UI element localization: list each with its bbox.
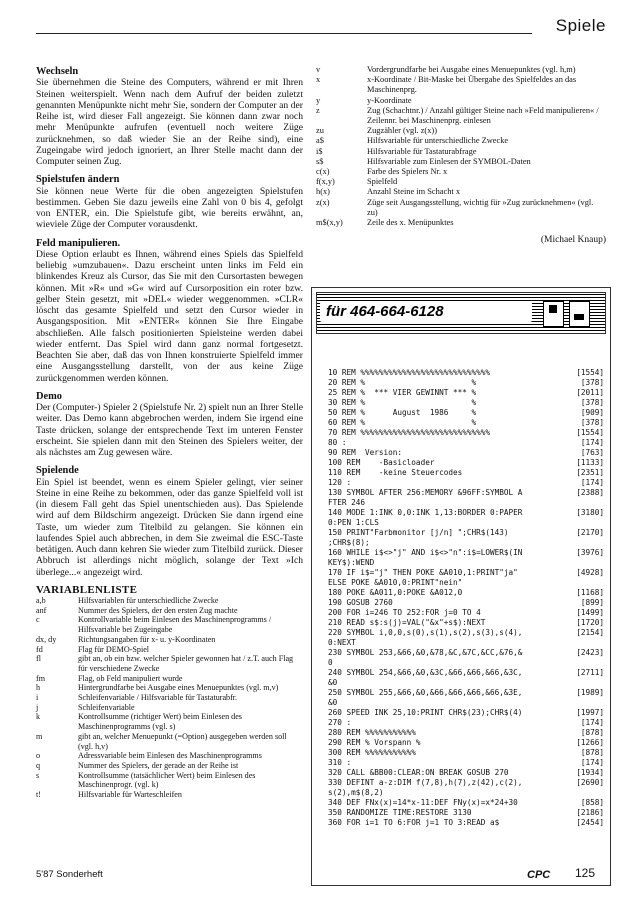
code-text: 130 SYMBOL AFTER 256:MEMORY &96FF:SYMBOL A [328,488,523,497]
code-line [328,758,604,768]
checksum: [763] [580,448,604,457]
code-line [328,728,604,738]
variable-row [316,157,606,167]
variable-name: t! [36,790,41,800]
code-text: 140 MODE 1:INK 0,0:INK 1,13:BORDER 0:PAPER [328,508,523,517]
checksum: [899] [580,598,604,607]
variable-name: h(x) [316,187,330,197]
code-text: ;CHR$(8); [328,538,370,547]
variable-name: fm [36,673,45,683]
variable-row [36,683,303,693]
code-line [328,738,604,748]
variable-description: Hilfsvariable für Tastaturabfrage [367,146,477,156]
code-text: 330 DEFINT a-z:DIM f(7,8),h(7),z(42),c(2), [328,778,523,787]
variable-description: Kontrollsumme (richtiger Wert) beim Einlesen des Maschinenprogramms (vgl. s) [78,712,242,732]
code-text: 160 WHILE i$<>"j" AND i$<>"n":i$=LOWER$(IN [328,548,523,557]
variable-description: Hilfsvariablen für unterschiedliche Zwecke [78,596,219,605]
variable-description: x-Koordinate / Bit-Maske bei Übergabe des Spielfeldes an das Maschinenprg. [367,75,577,95]
variable-row [36,790,303,800]
variable-row [36,751,303,761]
variable-description: y-Koordinate [367,95,412,105]
variable-row [316,126,606,136]
checksum: [3976] [576,548,604,557]
heading-spielende: Spielende [36,465,79,477]
code-line [328,708,604,718]
variable-name: y [316,95,321,105]
code-text: 280 REM %%%%%%%%%%% [328,728,416,737]
variable-row [36,693,303,703]
variable-row [36,596,303,606]
variable-name: s$ [316,156,324,166]
code-line [328,748,604,758]
code-text: 120 : [328,478,352,487]
checksum: [2186] [576,808,604,817]
code-text: 90 REM Version: [328,448,403,457]
variable-row [36,732,303,751]
checksum: [2454] [576,818,604,827]
article-left-column [36,66,303,800]
checksum: [2154] [576,628,604,637]
code-text: 270 : [328,718,352,727]
code-text: 50 REM % August 1986 % [328,408,477,417]
code-text: 350 RANDOMIZE TIME:RESTORE 3130 [328,808,472,817]
code-line [328,648,604,658]
code-text: 210 READ s$:s(j)=VAL("&x"+s$):NEXT [328,618,486,627]
checksum: [1499] [576,608,604,617]
code-text: 260 SPEED INK 25,10:PRINT CHR$(23);CHR$(4) [328,708,523,717]
code-line [328,798,604,808]
variable-row [36,615,303,634]
program-listing [311,287,611,886]
page-number: 125 [575,866,596,880]
variable-row [316,96,606,106]
variable-row [36,761,303,771]
variable-name: i$ [316,146,323,156]
code-line [328,818,604,828]
variable-name: s [36,770,40,780]
variable-row [316,106,606,126]
variable-name: zu [316,126,324,136]
listing-header-text: für 464-664-6128 [326,303,444,320]
variable-description: Adressvariable beim Einlesen des Maschinenprogramms [78,751,262,761]
code-line [328,578,604,588]
variable-name: f(x,y) [316,177,335,187]
code-line [328,398,604,408]
variable-description: Hintergrundfarbe bei Ausgabe eines Menuepunktes (vgl. m,v) [78,683,279,693]
code-text: 300 REM %%%%%%%%%%% [328,748,416,757]
variable-name: m$(x,y) [316,218,343,228]
code-line [328,598,604,608]
section-title: Spiele [555,16,606,35]
variable-row [316,75,606,95]
cassette-icon [569,301,590,327]
variable-row [36,771,303,790]
code-line [328,478,604,488]
code-text: 25 REM % *** VIER GEWINNT *** % [328,388,477,397]
variable-name: a,b [36,596,46,605]
text-demo: Der (Computer-) Spieler 2 (Spielstufe Nr. 2) spielt nun an Ihrer Stelle weiter. Das Demo kann abgebrochen werden, indem Sie irgend eine Taste drücken, solange der entsprechende Text im unteren Fenster erscheint. Sie spielen dann mit den Steinen des Spielers weiter, der als nächstes am Zug gewesen wäre. [36,402,303,458]
variable-description: Farbe des Spielers Nr. x [367,167,448,177]
code-line [328,568,604,578]
checksum: [878] [580,728,604,737]
text-spielstufen: Sie können neue Werte für die oben angezeigten Spielstufen bestimmen. Geben Sie dazu jeweils eine Zahl von 0 bis 4, gefolgt von ENTER, ein. Die Spielstufe gibt, wie bereits erwähnt, an, wieviele Züge der Computer vorausdenkt. [36,185,303,231]
code-text: 180 POKE &A011,0:POKE &A012,0 [328,588,463,597]
variable-name: fl [36,654,41,664]
code-text: &0 [328,678,338,687]
variable-description: Nummer des Spielers, der den ersten Zug machte [78,605,238,615]
variable-description: Schleifenvariable [78,702,135,712]
code-text: 320 CALL &BB00:CLEAR:ON BREAK GOSUB 270 [328,768,509,777]
disk-icon [543,301,564,327]
variable-name: i [36,693,39,703]
variable-row [316,65,606,75]
code-line [328,638,604,648]
code-text: s(2),m$(8,2) [328,788,384,797]
checksum: [2351] [576,468,604,477]
variable-description: Richtungsangaben für x- u. y-Koordinaten [78,634,216,644]
code-text: 190 GOSUB 2760 [328,598,393,607]
variable-row [36,712,303,731]
code-text: ELSE POKE &A010,0:PRINT"nein" [328,578,463,587]
checksum: [378] [580,418,604,427]
code-text: 0 [328,658,333,667]
checksum: [1554] [576,368,604,377]
checksum: [1266] [576,738,604,747]
heading-spielstufen: Spielstufen ändern [36,174,120,186]
variable-description: Kontrollsumme (tatsächlicher Wert) beim Einlesen des Maschinenprogr. (vgl. k) [78,770,256,790]
code-line [328,788,604,798]
checksum: [1997] [576,708,604,717]
checksum: [174] [580,758,604,767]
variable-name: k [36,712,41,722]
checksum: [878] [580,748,604,757]
variable-description: Flag für DEMO-Spiel [78,644,150,654]
code-line [328,618,604,628]
variable-row [316,177,606,187]
code-line [328,528,604,538]
checksum: [3180] [576,508,604,517]
variable-name: v [316,65,321,74]
variable-description: Schleifenvariable / Hilfsvariable für Tastaturabfr. [78,693,238,703]
code-text: 360 FOR i=1 TO 6:FOR j=1 TO 3:READ a$ [328,818,500,827]
text-wechseln: Sie übernehmen die Steine des Computers, während er mit Ihren Steinen weiterspielt. Wenn nach dem Aufruf der beiden zuletzt genannten Menüpunkte nicht mehr Sie, sondern der Computer an der Reihe ist, wird dieser Fall angezeigt. Sie können dann zwar noch mehr Menüpunkte aufrufen (eventuell noch weitere Züge zurücknehmen, so daß wieder Sie an der Reihe sind), eine Zugeingabe wird jedoch ignoriert, an Ihrer Stelle macht dann der Computer seinen Zug. [36,77,303,167]
variable-description: Spielfeld [367,177,398,187]
variable-name: anf [36,605,47,615]
code-line [328,448,604,458]
code-text: &0 [328,698,338,707]
code-text: 250 SYMBOL 255,&66,&0,&66,&66,&66,&66,&3E, [328,688,523,697]
code-text: 30 REM % % [328,398,477,407]
code-line [328,538,604,548]
code-text: 60 REM % % [328,418,477,427]
variable-description: Nummer des Spielers, der gerade an der Reihe ist [78,760,239,770]
variable-row [316,167,606,177]
variable-list-left [36,596,303,800]
checksum: [1133] [576,458,604,467]
variable-name: a$ [316,136,324,146]
variable-row [36,635,303,645]
code-text: 170 IF i$="j" THEN POKE &A010,1:PRINT"ja" [328,568,518,577]
code-line [328,608,604,618]
code-line [328,428,604,438]
checksum: [2388] [576,488,604,497]
code-line [328,768,604,778]
code-line [328,548,604,558]
code-line [328,508,604,518]
code-text: 70 REM %%%%%%%%%%%%%%%%%%%%%%%%%%%% [328,428,490,437]
code-line [328,808,604,818]
variable-name: h [36,683,41,693]
variable-description: Zugzähler (vgl. z(x)) [367,126,437,136]
code-text: 80 : [328,438,347,447]
variable-row [316,198,606,218]
variable-description: Hilfsvariable für unterschiedliche Zwecke [367,136,509,146]
listing-header-bar [320,302,532,322]
code-line [328,698,604,708]
variable-description: Hilfsvariable für Warteschleifen [78,790,182,800]
checksum: [2690] [576,778,604,787]
variable-name: c(x) [316,167,330,177]
variable-row [316,218,606,228]
checksum: [1168] [576,588,604,597]
checksum: [1934] [576,768,604,777]
heading-wechseln: Wechseln [36,66,79,77]
checksum: [174] [580,718,604,727]
variable-description: Zug (Schachtnr.) / Anzahl gültiger Steine nach »Feld manipulieren« / Zeilennr. bei Maschinenprg. einlesen [367,105,599,126]
variable-description: Vordergrundfarbe bei Ausgabe eines Menuepunktes (vgl. h,m) [367,65,576,74]
variable-row [316,187,606,197]
checksum: [1989] [576,688,604,697]
variable-name: dx, dy [36,634,57,644]
code-text: 0:PEN 1:CLS [328,518,379,527]
variable-list-heading: VARIABLENLISTE [36,583,138,596]
heading-demo: Demo [36,390,62,402]
code-line [328,518,604,528]
variable-name: m [36,731,43,741]
variable-row [36,654,303,673]
code-line [328,678,604,688]
code-text: 100 REM -Basicloader [328,458,435,467]
code-text: 150 PRINT"Farbmonitor [j/n] ";CHR$(143) [328,528,509,537]
variable-description: Anzahl Steine im Schacht x [367,187,461,197]
checksum: [858] [580,798,604,807]
variable-description: Zeile des x. Menüpunktes [367,218,454,228]
footer-issue: 5'87 Sonderheft [36,869,103,880]
code-line [328,378,604,388]
variable-description: Züge seit Ausgangsstellung, wichtig für »Zug zurücknehmen« (vgl. zu) [367,197,594,217]
checksum: [2170] [576,528,604,537]
variable-name: o [36,751,41,761]
checksum: [909] [580,408,604,417]
code-text: 10 REM %%%%%%%%%%%%%%%%%%%%%%%%%%%% [328,368,490,377]
variable-description: Flag, ob Feld manipuliert wurde [78,673,183,683]
checksum: [1554] [576,428,604,437]
checksum: [2423] [576,648,604,657]
checksum: [2711] [576,668,604,677]
variable-description: Hilfsvariable zum Einlesen der SYMBOL-Daten [367,156,531,166]
code-text: 20 REM % % [328,378,477,387]
code-line [328,438,604,448]
variable-row [36,606,303,616]
checksum: [1720] [576,618,604,627]
variable-name: z [316,105,320,115]
variable-row [316,147,606,157]
code-line [328,558,604,568]
code-line [328,408,604,418]
text-spielende: Ein Spiel ist beendet, wenn es einem Spieler gelingt, vier seiner Steine in eine Reihe zu bekommen, oder das ganze Spielfeld voll ist (in diesem Fall geht das Spiel unentschieden aus). Das Spielende wird auf dem Bildschirm angezeigt. Drücken Sie dann irgend eine Taste, um wieder zum Titelbild zu gelangen. Sie können ein laufendes Spiel auch abbrechen, in dem Sie zweimal die ESC-Taste betätigen. Auch dann kehren Sie wieder zum Titelbild zurück. Dieser Abbruch ist allerdings nicht möglich, solange der Text »Ich überlege...« angezeigt wird. [36,476,303,578]
code-text: 220 SYMBOL i,0,0,s(0),s(1),s(2),s(3),s(4), [328,628,523,637]
variable-description: Kontrollvariable beim Einlesen des Maschinenprogramms / Hilfsvariable bei Zugeingabe [78,615,272,635]
variable-row [36,645,303,655]
code-line [328,388,604,398]
variable-name: fd [36,644,43,654]
checksum: [4928] [576,568,604,577]
variable-name: c [36,615,40,625]
variable-name: j [36,702,39,712]
code-line [328,498,604,508]
code-text: 0:NEXT [328,638,356,647]
variable-name: q [36,760,41,770]
code-text: 290 REM % Vorspann % [328,738,421,747]
variable-row [316,136,606,146]
code-line [328,778,604,788]
code-text: 240 SYMBOL 254,&66,&0,&3C,&66,&66,&66,&3C, [328,668,523,677]
checksum: [174] [580,478,604,487]
code-text: 230 SYMBOL 253,&66,&0,&78,&C,&7C,&CC,&76,& [328,648,523,657]
code-text: 110 REM -keine Steuercodes [328,468,463,477]
footer-magazine: CPC [527,869,551,881]
checksum: [378] [580,398,604,407]
code-line [328,668,604,678]
variable-name: z(x) [316,197,330,207]
code-line [328,718,604,728]
code-line [328,368,604,378]
code-line [328,688,604,698]
code-line [328,458,604,468]
text-feld: Diese Option erlaubt es Ihnen, während eines Spiels das Spielfeld beliebig »umzubauen«. Dazu erscheint unten links im Feld ein blinkendes Kreuz als Cursor, das Sie mit den Cursortasten bewegen können. Mit »R« und »G« wird auf Cursorposition ein roter bzw. gelber Stein gesetzt, mit »DEL« wieder weggenommen. »CLR« löscht das gesamte Spielfeld und setzt den Cursor wieder in Ausgangsposition. Mit »ENTER« können Sie Ihre Eingabe abschließen. Alle falsch positionierten Spielsteine werden dabei wieder entfernt. Das Spiel wird dann ganz normal fortgesetzt. Beachten Sie aber, daß das von Ihnen konstruierte Spielfeld immer eine Ausgangsstellung darstellt, von der aus keine Züge zurückgenommen werden können. [36,248,303,384]
listing-code [328,368,604,828]
code-text: FTER 246 [328,498,366,507]
code-line [328,468,604,478]
article-right-column [316,65,606,245]
header-rule [36,33,532,34]
author: (Michael Knaup) [540,235,606,246]
checksum: [174] [580,438,604,447]
code-text: 310 : [328,758,352,767]
variable-list-right [316,65,606,228]
variable-row [36,703,303,713]
code-text: KEY$):WEND [328,558,375,567]
heading-feld: Feld manipulieren. [36,237,121,249]
variable-row [36,674,303,684]
code-line [328,628,604,638]
code-line [328,658,604,668]
variable-description: gibt an, welcher Menuepunkt (=Option) ausgegeben werden soll (vgl. h,v) [78,731,287,751]
code-text: 340 DEF FNx(x)=14*x-11:DEF FNy(x)=x*24+30 [328,798,518,807]
code-text: 200 FOR i=246 TO 252:FOR j=0 TO 4 [328,608,481,617]
checksum: [378] [580,378,604,387]
code-line [328,588,604,598]
variable-name: x [316,75,321,85]
code-line [328,418,604,428]
listing-header [316,292,606,334]
code-line [328,488,604,498]
variable-description: gibt an, ob ein bzw. welcher Spieler gewonnen hat / z.T. auch Flag für verschiedene Zwecke [78,654,294,673]
checksum: [2011] [576,388,604,397]
